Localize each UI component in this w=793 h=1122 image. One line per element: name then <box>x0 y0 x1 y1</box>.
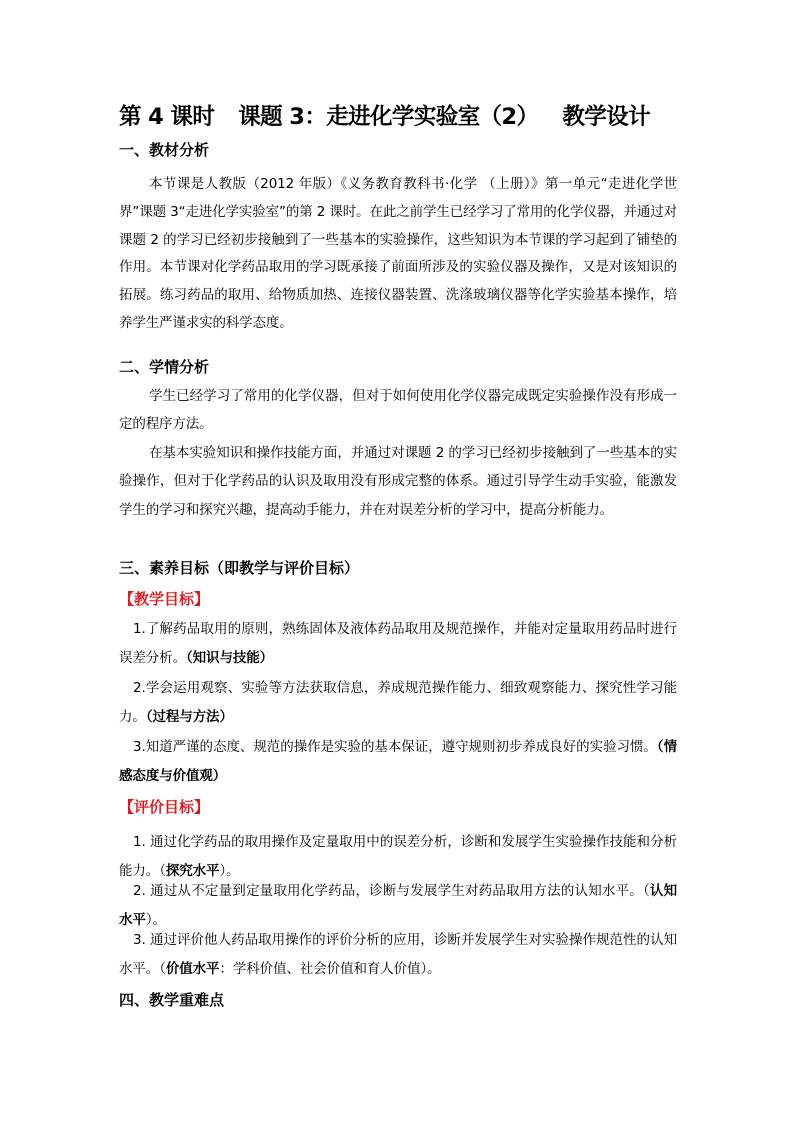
title-lesson: 第 4 课时 <box>119 104 215 130</box>
teaching-goal-tag: （过程与方法） <box>145 709 233 725</box>
eval-goal-tag-close: ：学科价值、社会价值和育人价值）。 <box>219 961 441 977</box>
teaching-goal-item <box>119 733 677 791</box>
eval-goal-item <box>119 926 677 984</box>
title-type: 教学设计 <box>562 104 650 130</box>
eval-goal-tag: 认知水平 <box>119 883 677 928</box>
teaching-goal-item <box>119 674 677 732</box>
eval-goal-tag-close: ）。 <box>219 863 240 879</box>
eval-goal-text: 1. 通过化学药品的取用操作及定量取用中的误差分析，诊断和发展学生实验操作技能和分析能力。 <box>119 834 677 879</box>
section-2-paragraph-1: 学生已经学习了常用的化学仪器，但对于如何使用化学仪器完成既定实验操作没有形成一定的程序方法。 <box>119 388 677 433</box>
teaching-goals-label: 【教学目标】 <box>119 590 210 608</box>
section-heading-1: 一、教材分析 <box>119 141 210 159</box>
teaching-goal-text: 2.学会运用观察、实验等方法获取信息，养成规范操作能力、细致观察能力、探究性学习能力。 <box>119 680 677 725</box>
eval-goal-tag-close: ）。 <box>145 912 166 928</box>
section-1-paragraph: 本节课是人教版（2012 年版）《义务教育教科书·化学 （上册）》第一单元“走进化学世界”课题 3“走进化学实验室”的第 2 课时。在此之前学生已经学习了常用的化学仪器，并通过对课题 2 的学习已经初步接触到了一些基本的实验操作，这些知识为本节课的学习起到了铺垫的作用。本节课对化学药品取用的学习既承接了前面所涉及的实验仪器及操作，又是对该知识的拓展。练习药品的取用、给物质加热、连接仪器装置、洗涤玻璃仪器等化学实验基本操作，培养学生严谨求实的科学态度。 <box>119 176 677 331</box>
eval-goal-text: 2. 通过从不定量到定量取用化学药品，诊断与发展学生对药品取用方法的认知水平。 <box>133 883 643 899</box>
eval-goals-label: 【评价目标】 <box>119 798 210 816</box>
eval-goal-tag-open: （ <box>159 863 166 879</box>
eval-goal-tag-open: （ <box>642 883 650 899</box>
teaching-goal-text: 1.了解药品取用的原则，熟练固体及液体药品取用及规范操作，并能对定量取用药品时进行误差分析。 <box>119 621 677 666</box>
teaching-goal-item <box>119 615 677 673</box>
eval-goal-tag: 探究水平 <box>165 863 220 879</box>
teaching-goal-text: 3.知道严谨的态度、规范的操作是实验的基本保证，遵守规则初步养成良好的实验习惯。 <box>133 739 657 755</box>
section-heading-4: 四、教学重难点 <box>119 991 225 1009</box>
section-heading-3: 三、素养目标（即教学与评价目标） <box>119 559 360 577</box>
title-topic: 课题 3：走进化学实验室（2） <box>238 104 539 130</box>
eval-goal-text: 3. 通过评价他人药品取用操作的评价分析的应用，诊断并发展学生对实验操作规范性的认知水平。 <box>119 932 677 977</box>
section-heading-2: 二、学情分析 <box>119 358 210 376</box>
eval-goal-tag-open: （ <box>159 961 166 977</box>
teaching-goal-tag: （情感态度与价值观） <box>119 739 677 784</box>
eval-goal-tag: 价值水平 <box>165 961 220 977</box>
section-2-paragraph-2: 在基本实验知识和操作技能方面，并通过对课题 2 的学习已经初步接触到了一些基本的实验操作，但对于化学药品的认识及取用没有形成完整的体系。通过引导学生动手实验，能激发学生的学习和探究兴趣，提高动手能力，并在对误差分析的学习中，提高分析能力。 <box>119 445 677 518</box>
page-title <box>119 102 679 132</box>
teaching-goal-tag: （知识与技能） <box>186 650 274 666</box>
